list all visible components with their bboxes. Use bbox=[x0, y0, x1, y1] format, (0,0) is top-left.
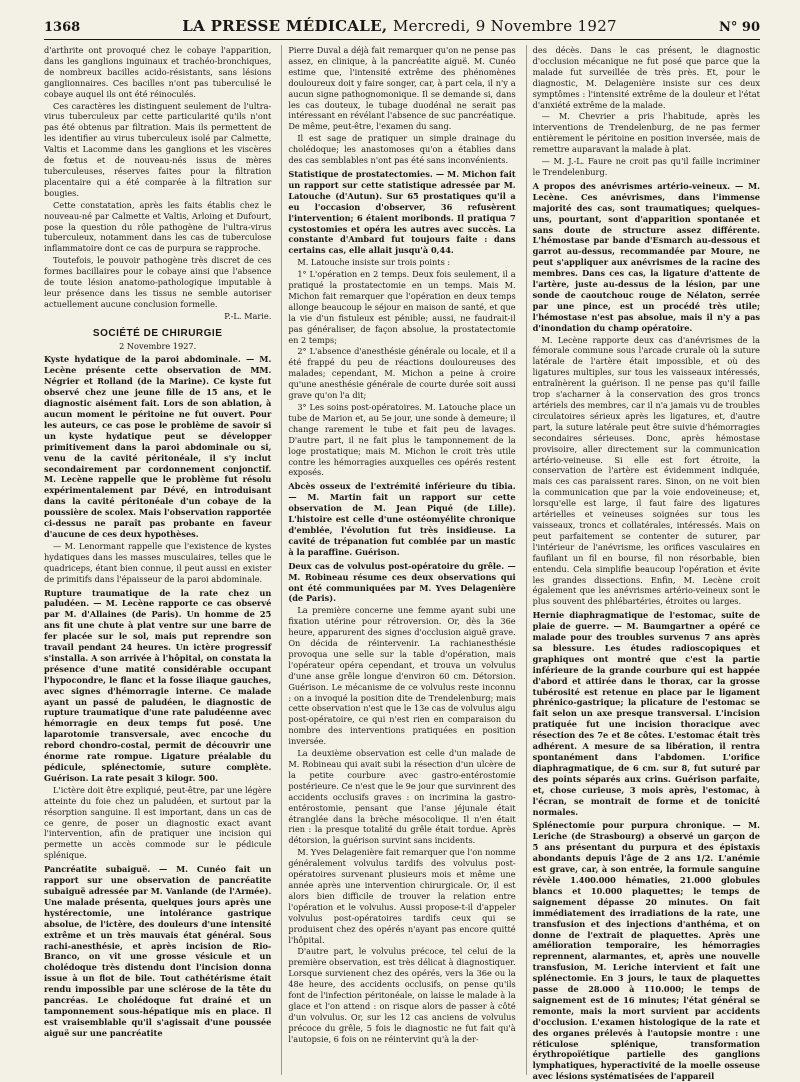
article-paragraph: Kyste hydatique de la paroi abdominale. — M. Lecène présente cette observation de MM. Négrier et Rolland (de la Marine). Ce kyste fut observé chez une jeune fille de 15 ans, et le diagnostic aisément fait. Lors de son ablation, à aucun moment le péritoine ne fut ouvert. Pour les auteurs, ce cas pose le problème de savoir si un kyste hydatique peut se développer primitivement dans la paroi abdominale ou si, venu de la cavité péritonéale, il s'y inclut secondairement par cordonnement conjonctif. M. Lecène rappelle que le problème fut résolu expérimentalement par Dévé, en introduisant dans la cavité péritonéale d'un cobaye de la poussière de scolex. Mais l'observation rapportée ci-dessus ne paraît pas probante en faveur d'aucune de ces deux hypothèses. bbox=[44, 354, 272, 539]
page-header bbox=[44, 8, 760, 40]
section-heading: SOCIÉTÉ DE CHIRURGIE bbox=[92, 327, 223, 339]
issue-date: Mercredi, 9 Novembre 1927 bbox=[392, 17, 617, 35]
paragraph: — M. Chevrier a pris l'habitude, après les interventions de Trendelenburg, de ne pas fermer entièrement le péritoine en position inversée, mais de remettre auparavant la malade à plat. bbox=[532, 111, 760, 155]
signature: P.-L. Marie. bbox=[224, 310, 272, 321]
article-paragraph: Hernie diaphragmatique de l'estomac, suite de plaie de guerre. — M. Baumgartner a opéré ce malade pour des troubles survenus 7 ans après sa blessure. Les études radioscopiques et graphiques ont montré que c'est la partie inférieure de la grande courbure qui est happée d'abord et attirée dans le thorax, car la grosse tubérosité est retenue en place par le ligament phrénico-gastrique; la plicature de l'estomac se fait selon un axe presque transversal. L'incision pratiquée fut une incision thoracique avec résection des 7e et 8e côtes. L'estomac était très adhérent. A mesure de sa libération, il rentra spontanément dans l'abdomen. L'orifice diaphragmatique, de 6 cm. sur 8, fut suturé par des points séparés aux crins. Guérison parfaite, et, chose curieuse, 3 mois après, l'estomac, à l'écran, se montrait de forme et de tonicité normales. bbox=[532, 610, 760, 817]
paragraph: 2° L'absence d'anesthésie générale ou locale, et il a été frappé du peu de réactions douloureuses des malades; cependant, M. Michon a peine à croire qu'une anesthésie générale de courte durée soit aussi grave qu'on l'a dit; bbox=[288, 346, 516, 401]
article-paragraph: A propos des anévrismes artério-veineux. — M. Lecène. Ces anévrismes, dans l'immense majorité des cas, sont traumatiques; quelques-uns, pourtant, sont d'apparition spontanée et sans doute de structure assez différente. L'hémostase par bande d'Esmarch au-dessous et garrot au-dessus, recommandée par Moure, ne peut s'appliquer aux anévrismes de la racine des membres. Dans ces cas, la ligature d'attente de l'artère, juste au-dessus de la lésion, par une sonde de caoutchouc rouge de Nélaton, serrée par une pince, est un procédé très utile; l'hémostase n'est pas absolue, mais il n'y a pas d'inondation du champ opératoire. bbox=[532, 180, 760, 333]
article-paragraph: Statistique de prostatectomies. — M. Michon fait un rapport sur cette statistique adressée par M. Latouche (d'Autun). Sur 65 prostatiques qu'il a eu l'occasion d'observer, 36 refusèrent l'intervention; 6 étaient moribonds. Il pratiqua 7 cystostomies et opéra les autres avec succès. La constante d'Ambard fut toujours faite : dans certains cas, elle allait jusqu'à 0,44. bbox=[288, 168, 516, 256]
column-3 bbox=[526, 45, 760, 1082]
paper-title: LA PRESSE MÉDICALE, bbox=[182, 17, 388, 35]
paragraph: — M. J.-L. Faure ne croit pas qu'il faille incriminer le Trendelenburg. bbox=[532, 156, 760, 177]
paragraph: des décès. Dans le cas présent, le diagnostic d'occlusion mécanique ne fut posé que parce que la malade fut surveillée de très près. Et, pour le diagnostic, M. Delagenière insiste sur ces deux symptômes : l'intensité extrême de la douleur et l'état d'anxiété extrême de la malade. bbox=[532, 45, 760, 110]
issue-number: N° 90 bbox=[719, 20, 760, 35]
paragraph: M. Latouche insiste sur trois points : bbox=[297, 257, 451, 268]
paragraph: Pierre Duval a déjà fait remarquer qu'on ne pense pas assez, en clinique, à la pancréatite aiguë. M. Cunéo estime que, l'intensité extrême des phénomènes douloureux doit y faire songer, car, à part cela, il n'y a aucun signe pathognomonique. Il se demande si, dans les cas douteux, le tubage duodénal ne serait pas intéressant en révélant l'absence de suc pancréatique. De même, peut-être, l'examen du sang. bbox=[288, 45, 516, 132]
article-paragraph: Abcès osseux de l'extrémité inférieure du tibia. — M. Martin fait un rapport sur cette observation de M. Jean Piqué (de Lille). L'histoire est celle d'une ostéomyélite chronique d'emblée, l'évolution fut très insidieuse. La cavité de trépanation fut comblée par un mastic à la paraffine. Guérison. bbox=[288, 481, 516, 557]
paragraph: d'arthrite ont provoqué chez le cobaye l'apparition, dans les ganglions inguinaux et trachéo-bronchiques, de nombreux bacilles acido-résistants, sans lésions ganglionnaires. Ces bacilles n'ont pas tuberculisé le cobaye auquel ils ont été réinoculés. bbox=[44, 45, 272, 99]
columns bbox=[44, 45, 760, 1082]
running-title bbox=[182, 17, 617, 35]
paragraph: — M. Lenormant rappelle que l'existence de kystes hydatiques dans les masses musculaires, telles que le quadriceps, étant bien connue, il peut aussi en exister de primitifs dans l'épaisseur de la paroi abdominale. bbox=[44, 540, 272, 584]
paragraph: 1° L'opération en 2 temps. Deux fois seulement, il a pratiqué la prostatectomie en un temps. Mais M. Michon fait remarquer que l'opération en deux temps allonge beaucoup le séjour en maison de santé, et que la vie d'un fistuleux est pénible; aussi, ne faudrait-il pas généraliser, de façon absolue, la prostatectomie en 2 temps; bbox=[288, 269, 516, 345]
column-1 bbox=[44, 45, 271, 1075]
paragraph: D'autre part, le volvulus précoce, tel celui de la première observation, est très délicat à diagnostiquer. Lorsque survienent chez des opérés, vers la 36e ou la 48e heure, des accidents occlusifs, on pense qu'ils font de l'infection péritonéale, on laisse le malade à la glace et l'on attend : on risque alors de passer à côté d'un volvulus. Or, sur les 12 cas anciens de volvulus précoce du grêle, 5 fois le diagnostic ne fut fait qu'à l'autopsie, 6 fois on ne réintervint qu'à la der- bbox=[288, 946, 516, 1044]
paragraph: Toutefois, le pouvoir pathogène très discret de ces formes bacillaires pour le cobaye ainsi que l'absence de toute lésion anatomo-pathologique imputable à leur présence dans les tissus ne semble autoriser actuellement aucune conclusion formelle. bbox=[44, 255, 272, 309]
paragraph: La deuxième observation est celle d'un malade de M. Robineau qui avait subi la résection d'un ulcère de la petite courbure avec gastro-entérostomie postérieure. Ce n'est que le 9e jour que survinrent des accidents occlusifs graves : on incrimina la gastro-entérostomie, pensant que l'anse jéjunale était étranglée dans la brèche mésocolique. Il n'en était rien : la presque totalité du grêle était tordue. Après détorsion, la guérison survint sans incidents. bbox=[288, 748, 516, 846]
column-2 bbox=[281, 45, 515, 1075]
article-paragraph: Splénectomie pour purpura chronique. — M. Leriche (de Strasbourg) a observé un garçon de 5 ans présentant du purpura et des épistaxis abondants depuis l'âge de 2 ans 1/2. L'anémie est grave, car, à son entrée, la formule sanguine révèle 1.400.000 hématies, 21.000 globules blancs et 10.000 plaquettes; le temps de saignement dépasse 20 minutes. On fait immédiatement des irradiations de la rate, une transfusion et des injections d'anthéma, et on donne de l'extrait de plaquettes. Après une amélioration temporaire, les hémorragies reprennent, alarmantes, et, après une nouvelle transfusion, M. Leriche intervient et fait une splénectomie. En 3 jours, le taux de plaquettes passe de 28.000 à 110.000; le temps de saignement est de 16 minutes; l'état général se remonte, mais la mort survient par accidents d'occlusion. L'examen histologique de la rate et des organes prélevés à l'autopsie montre : une réticulose splénique, transformation érythropoïétique partielle des ganglions lymphatiques, hyperactivité de la moelle osseuse avec lésions systématisées de l'appareil bbox=[532, 820, 760, 1082]
paragraph: L'ictère doit être expliqué, peut-être, par une légère atteinte du foie chez un paludéen, et surtout par la résorption sanguine. Il est important, dans un cas de ce genre, de poser un diagnostic exact avant l'intervention, afin de pratiquer une incision qui permette un accès commode sur le pédicule splénique. bbox=[44, 784, 272, 861]
section-date: 2 Novembre 1927. bbox=[119, 340, 197, 351]
article-paragraph: Rupture traumatique de la rate chez un paludéen. — M. Lecène rapporte ce cas observé par M. d'Allaines (de Paris). Un homme de 25 ans fit une chute à plat ventre sur une barre de fer placée sur le sol, mais put reprendre son travail pendant 24 heures. Un ictère progressif s'installa. A son arrivée à l'hôpital, on constata la présence d'une matité considérable occupant l'hypocondre, le flanc et la fosse iliaque gauches, avec signes d'hémorragie interne. Ce malade ayant un passé de paludéen, le diagnostic de rupture traumatique d'une rate paludéenne avec hémorragie en deux temps fut posé. Une laparotomie transversale, avec encoche du rebord chondro-costal, permit de découvrir une énorme rate rompue. Ligature préalable du pédicule, splénectomie, suture complète. Guérison. La rate pesait 3 kilogr. 500. bbox=[44, 587, 272, 783]
paragraph: Ces caractères les distinguent seulement de l'ultra-virus tuberculeux par cette particularité qu'ils n'ont pas été obtenus par filtration. Mais ils permettent de les identifier au virus tuberculeux isolé par Calmette, Valtis et Lacomme dans les ganglions et les viscères de fœtus et de nouveau-nés issus de mères tuberculeuses, réserves faites pour la filtration placentaire qui a été comparée à la filtration sur bougies. bbox=[44, 100, 272, 198]
article-paragraph: Deux cas de volvulus post-opératoire du grêle. — M. Robineau résume ces deux observations qui ont été communiquées par M. Yves Delagenière (de Paris). bbox=[288, 560, 516, 604]
paragraph: 3° Les soins post-opératoires. M. Latouche place un tube de Marion et, au 5e jour, une sonde à demeure; il change rarement le tube et fait peu de lavages. D'autre part, il ne fait plus le tamponnement de la loge prostatique; mais M. Michon le croit très utile contre les hémorragies auxquelles ces opérés restent exposés. bbox=[288, 402, 516, 478]
article-paragraph: Pancréatite subaiguë. — M. Cunéo fait un rapport sur une observation de pancréatite subaiguë adressée par M. Vanlande (de l'Armée). Une malade présenta, quelques jours après une hystérectomie, une intolérance gastrique absolue, de l'ictère, des douleurs d'une intensité extrême et un très mauvais état général. Sous rachi-anesthésie, et après incision de Rio-Branco, on vit une grosse vésicule et un cholédoque très distendu dont l'incision donna issue à un flot de bile. Tout cathétérisme était rendu impossible par une sclérose de la tête du pancréas. Le cholédoque fut drainé et un tamponnement sous-hépatique mis en place. Il est vraisemblable qu'il s'agissait d'une poussée aiguë sur une pancréatite bbox=[44, 864, 272, 1038]
paragraph: Cette constatation, après les faits établis chez le nouveau-né par Calmette et Valtis, Arloing et Dufourt, pose la question du rôle pathogène de l'ultra-virus tuberculeux, notamment dans les cas de tuberculose inflammatoire dont ce cas de purpura se rapproche. bbox=[44, 199, 272, 254]
paragraph: M. Yves Delagenière fait remarquer que l'on nomme généralement volvulus tardifs des volvulus post-opératoires survenant plusieurs mois et même une année après une intervention chirurgicale. Or, il est alors bien difficile de trouver la relation entre l'opération et le volvulus. Aussi propose-t-il d'appeler volvulus post-opératoires tardifs ceux qui se produisent chez des opérés n'ayant pas encore quitté l'hôpital. bbox=[288, 847, 516, 945]
paragraph: Il est sage de pratiquer un simple drainage du cholédoque; les anastomoses qu'on a établies dans des cas semblables n'ont pas été sans inconvénients. bbox=[288, 133, 516, 166]
paragraph: La première concerne une femme ayant subi une fixation utérine pour rétroversion. Or, dès la 36e heure, apparurent des signes d'occlusion aiguë grave. On décida de réintervenir. La rachianesthésie provoqua une selle sur la table d'opération, mais l'opérateur opéra cependant, et trouva un volvulus d'une anse grêle longue d'environ 60 cm. Détorsion. Guérison. Le mécanisme de ce volvulus reste inconnu : on a invoqué la position dite de Trendelenburg; mais cette observation n'est que le 13e cas de volvulus aigu post-opératoire, ce qui n'est rien en comparaison du nombre des interventions pratiquées en position inversée. bbox=[288, 605, 516, 747]
page-number: 1368 bbox=[44, 20, 81, 35]
paragraph: M. Lecène rapporte deux cas d'anévrismes de la fémorale commune sous l'arcade crurale où la suture latérale de l'artère était impossible, et où des ligatures multiples, sur tous les vaisseaux intéressés, entraînèrent la guérison. Il ne pense pas qu'il faille trop s'acharner à la conservation des gros troncs artériels des membres, car il n'a jamais vu de troubles circulatoires sérieux après les ligatures, et, d'autre part, la suture latérale peut être suivie d'hémorragies secondaires sérieuses. Donc, après hémostase provisoire, aller directement sur la communication artério-veineuse. Si elle est fort étroite, la conservation de l'artère est évidemment indiquée, mais ces cas paraissent rares. Sinon, on ne voit bien la communication que par la voie endoveineuse; et, lorsqu'elle est large, il faut faire des ligatures artérielles et veineuses soignées sur tous les vaisseaux, troncs et collatérales, intéressés. Mais on peut parfaitement se contenter de suturer, par l'intérieur de l'anévrisme, les orifices vasculaires en faufilant un fil en bourse, fil non résorbable, bien entendu. Cela simplifie beaucoup l'opération et évite les grandes dissections. Enfin, M. Lecène croit également que les anévrismes artério-veineux sont le plus souvent des phlébartéries, étroites ou larges. bbox=[532, 334, 760, 607]
